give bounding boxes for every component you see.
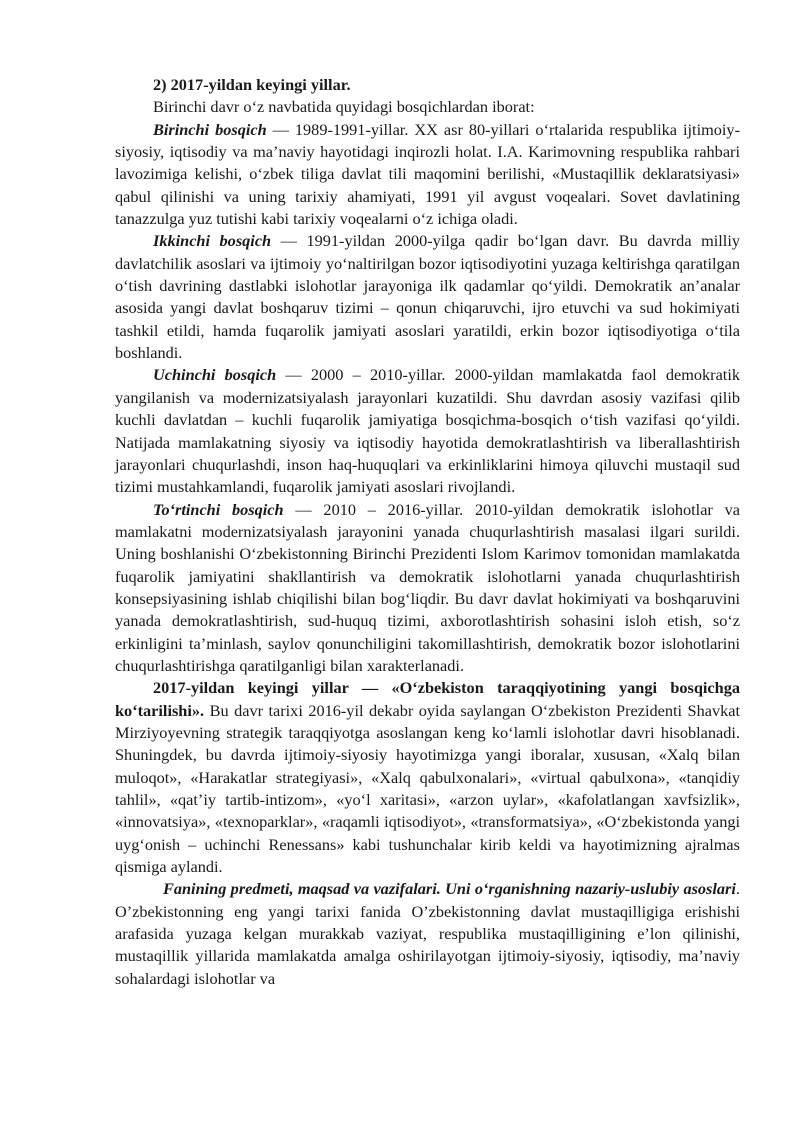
paragraph-subject: [115, 878, 740, 990]
paragraph-stage-4: [115, 499, 740, 678]
intro-paragraph: Birinchi davr o‘z navbatida quyidagi bosqichlardan iborat:: [153, 97, 535, 117]
paragraph-body: . O’zbekistonning eng yangi tarixi fanida O’zbekistonning davlat mustaqilligiga erishishi arafasida yuzaga kelgan murakkab vaziyat, respublika mustaqilligining e’lon qilinishi, mustaqillik yillarida mamlakatda amalga oshirilayotgan ijtimoiy-siyosiy, iqtisodiy, ma’naviy sohalardagi islohotlar va: [115, 879, 740, 988]
paragraph-body: — 2000 – 2010-yillar. 2000-yildan mamlakatda faol demokratik yangilanish va modernizatsiyalash jarayonlari kuzatildi. Shu davrdan asosiy vazifasi qilib kuchli davlatdan – kuchli fuqarolik jamiyatiga bosqichma-bosqich o‘tish vazifasi qo‘yildi. Natijada mamlakatning siyosiy va iqtisodiy hayotida demokratlashtirish va liberallashtirish jarayonlari chuqurlashdi, inson haq-huquqlari va erkinliklarini himoya qiluvchi mustaqil sud tizimi mustahkamlandi, fuqarolik jamiyati asoslari rivojlandi.: [115, 365, 740, 497]
paragraph-lead: To‘rtinchi bosqich: [153, 499, 284, 519]
paragraph-stage-2: [115, 230, 740, 364]
paragraph-body: Bu davr tarixi 2016-yil dekabr oyida saylangan O‘zbekiston Prezidenti Shavkat Mirziyoyevning strategik taraqqiyotga asoslangan keng ko‘lamli islohotlar davri hisoblanadi. Shuningdek, bu davrda ijtimoiy-siyosiy hayotimizga yangi iboralar, xususan, «Xalq bilan muloqot», «Harakatlar strategiyasi», «Xalq qabulxonalari», «virtual qabulxona», «tanqidiy tahlil», «qat’iy tartib-intizom», «yo‘l xaritasi», «arzon uylar», «kafolatlangan xavfsizlik», «innovatsiya», «texnoparklar», «raqamli iqtisodiyot», «transformatsiya», «O‘zbekistonda yangi uyg‘onish – uchinchi Renessans» kabi tushunchalar kirib keldi va hayotimizning ajralmas qismiga aylandi.: [115, 700, 740, 877]
paragraph-body: — 1989-1991-yillar. XX asr 80-yillari o‘rtalarida respublika ijtimoiy-siyosiy, iqtisodiy va ma’naviy hayotidagi inqirozli holat. I.A. Karimovning respublika rahbari lavozimiga kelishi, o‘zbek tiliga davlat tili maqomini berilishi, «Mustaqillik deklaratsiyasi» qabul qilinishi va uning tarixiy ahamiyati, 1991 yil avgust voqealari. Sovet davlatining tanazzulga yuz tutishi kabi tarixiy voqealarni o‘z ichiga oladi.: [115, 119, 740, 229]
paragraph-stage-3: [115, 364, 740, 498]
paragraph-stage-1: [115, 119, 740, 231]
paragraph-body: — 1991-yildan 2000-yilga qadir bo‘lgan davr. Bu davrda milliy davlatchilik asoslari va ijtimoiy yo‘naltirilgan bozor iqtisodiyotini yuzaga keltirishga qaratilgan o‘tish davrining dastlabki islohotlar jarayoniga ilk qadamlar qo‘yildi. Demokratik an’analar asosida yangi davlat boshqaruv tizimi – qonun chiqaruvchi, ijro etuvchi va sud hokimiyati tashkil etildi, hamda fuqarolik jamiyati asoslari yaratildi, erkin bozor iqtisodiyotiga o‘tila boshlandi.: [115, 231, 740, 363]
paragraph-lead: Fanining predmeti, maqsad va vazifalari. Uni o‘rganishning nazariy-uslubiy asoslari: [163, 879, 736, 899]
paragraph-lead: Birinchi bosqich: [153, 119, 267, 139]
paragraph-stage-2017: [115, 677, 740, 878]
section-heading: 2) 2017-yildan keyingi yillar.: [153, 75, 351, 94]
document-page: [115, 74, 740, 990]
paragraph-lead: 2017-yildan keyingi yillar — «O‘zbekiston taraqqiyotining yangi bosqichga ko‘tarilishi».: [115, 678, 740, 720]
paragraph-lead: Ikkinchi bosqich: [153, 231, 272, 251]
paragraph-body: — 2010 – 2016-yillar. 2010-yildan demokratik islohotlar va mamlakatni modernizatsiyalash jarayonini yanada chuqurlashtirish masalasi ilgari surildi. Uning boshlanishi O‘zbekistonning Birinchi Prezidenti Islom Karimov tomonidan mamlakatda fuqarolik jamiyatini shakllantirish va demokratik islohotlarni yanada chuqurlashtirish konsepsiyasining ishlab chiqilishi bilan bog‘liqdir. Bu davr davlat hokimiyati va boshqaruvini yanada demokratlashtirish, sud-huquq tizimi, axborotlashtirish sohasini isloh etish, so‘z erkinligini ta’minlash, saylov qonunchiligini takomillashtirish, demokratik bozor islohotlarini chuqurlashtirishga qaratilganligi bilan xarakterlanadi.: [115, 499, 740, 675]
paragraph-lead: Uchinchi bosqich: [153, 365, 277, 385]
